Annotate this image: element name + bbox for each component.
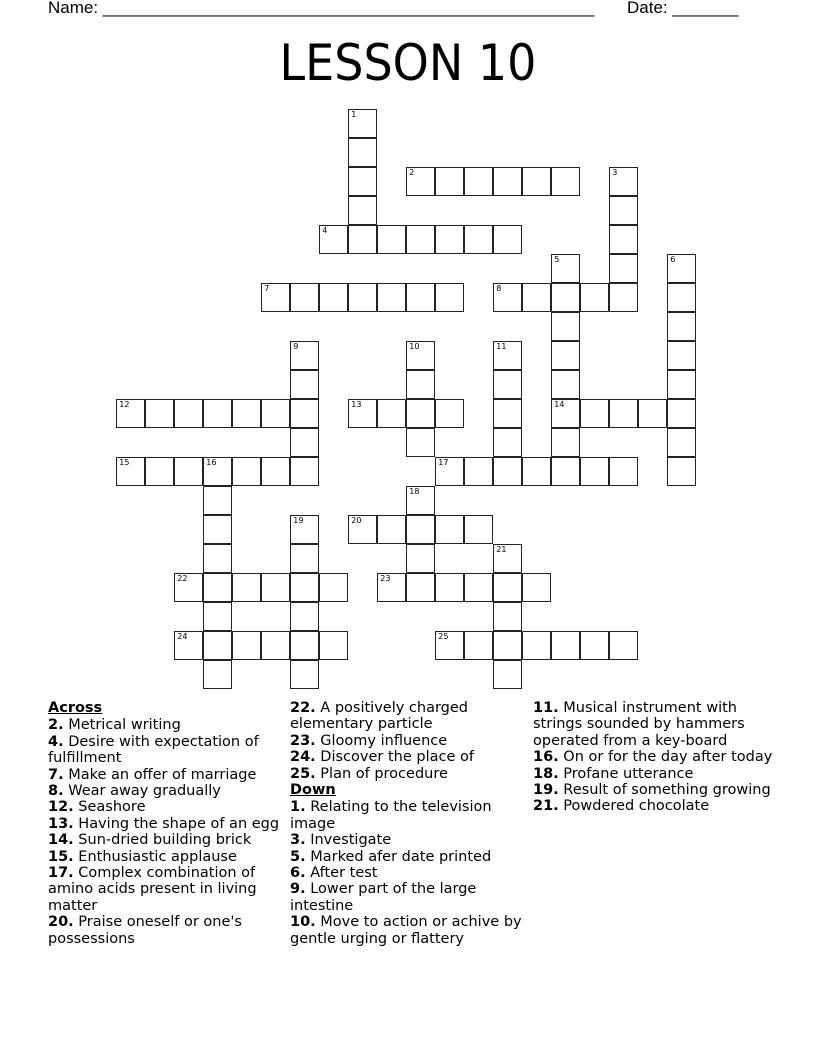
clue-text: Plan of procedure bbox=[320, 765, 448, 782]
crossword-cell[interactable] bbox=[348, 399, 377, 428]
crossword-cell[interactable] bbox=[203, 486, 232, 515]
crossword-cell[interactable] bbox=[406, 515, 435, 544]
clue-text: Make an offer of marriage bbox=[68, 766, 257, 783]
clue-text: On or for the day after today bbox=[563, 749, 773, 766]
crossword-cell[interactable] bbox=[261, 573, 290, 602]
crossword-cell[interactable] bbox=[551, 370, 580, 399]
clue-across-12 bbox=[48, 799, 283, 815]
crossword-cell[interactable] bbox=[551, 312, 580, 341]
clue-number: 16. bbox=[533, 749, 559, 766]
crossword-cell[interactable] bbox=[232, 631, 261, 660]
clue-text: Complex combination of amino acids present in living matter bbox=[48, 865, 257, 914]
clue-number: 5. bbox=[290, 848, 306, 865]
clue-number: 6. bbox=[290, 865, 306, 882]
crossword-cell[interactable] bbox=[145, 457, 174, 486]
crossword-cell[interactable] bbox=[522, 167, 551, 196]
crossword-cell[interactable] bbox=[174, 399, 203, 428]
crossword-cell[interactable] bbox=[435, 283, 464, 312]
cell-number: 6 bbox=[670, 255, 676, 265]
crossword-cell[interactable] bbox=[348, 515, 377, 544]
crossword-cell[interactable] bbox=[348, 167, 377, 196]
clue-across-23 bbox=[290, 733, 525, 749]
clues-column-3 bbox=[533, 700, 773, 815]
cell-number: 18 bbox=[409, 487, 420, 497]
crossword-cell[interactable] bbox=[406, 283, 435, 312]
crossword-cell[interactable] bbox=[609, 196, 638, 225]
crossword-cell[interactable] bbox=[493, 283, 522, 312]
crossword-cell[interactable] bbox=[290, 457, 319, 486]
crossword-cell[interactable] bbox=[174, 573, 203, 602]
crossword-cell[interactable] bbox=[667, 370, 696, 399]
clue-text: Result of something growing bbox=[563, 782, 771, 799]
crossword-cell[interactable] bbox=[493, 631, 522, 660]
crossword-cell[interactable] bbox=[348, 138, 377, 167]
crossword-cell[interactable] bbox=[667, 428, 696, 457]
crossword-cell[interactable] bbox=[406, 486, 435, 515]
crossword-cell[interactable] bbox=[522, 631, 551, 660]
crossword-cell[interactable] bbox=[667, 457, 696, 486]
crossword-cell[interactable] bbox=[493, 167, 522, 196]
crossword-cell[interactable] bbox=[522, 283, 551, 312]
clue-text: Seashore bbox=[78, 799, 146, 816]
clue-text: Having the shape of an egg bbox=[78, 815, 280, 832]
clues-column-1 bbox=[48, 700, 283, 947]
cell-number: 8 bbox=[496, 284, 502, 294]
crossword-cell[interactable] bbox=[261, 283, 290, 312]
crossword-cell[interactable] bbox=[348, 196, 377, 225]
crossword-cell[interactable] bbox=[290, 283, 319, 312]
crossword-cell[interactable] bbox=[551, 254, 580, 283]
crossword-cell[interactable] bbox=[348, 225, 377, 254]
page-title: LESSON 10 bbox=[279, 34, 537, 92]
crossword-cell[interactable] bbox=[667, 399, 696, 428]
crossword-cell[interactable] bbox=[435, 225, 464, 254]
crossword-cell[interactable] bbox=[464, 515, 493, 544]
clue-number: 12. bbox=[48, 799, 74, 816]
crossword-cell[interactable] bbox=[464, 457, 493, 486]
crossword-cell[interactable] bbox=[290, 428, 319, 457]
crossword-cell[interactable] bbox=[406, 573, 435, 602]
crossword-cell[interactable] bbox=[551, 283, 580, 312]
crossword-cell[interactable] bbox=[667, 341, 696, 370]
clue-text: Desire with expectation of fulfillment bbox=[48, 733, 259, 767]
crossword-cell[interactable] bbox=[261, 399, 290, 428]
clue-down-19 bbox=[533, 782, 773, 798]
clue-number: 18. bbox=[533, 765, 559, 782]
clue-text: Profane utterance bbox=[563, 765, 694, 782]
clue-number: 8. bbox=[48, 783, 64, 800]
crossword-cell[interactable] bbox=[319, 283, 348, 312]
clue-down-10 bbox=[290, 914, 525, 947]
clue-text: Move to action or achive by gentle urging or flattery bbox=[290, 914, 522, 947]
crossword-cell[interactable] bbox=[203, 602, 232, 631]
clue-number: 11. bbox=[533, 700, 559, 716]
crossword-cell[interactable] bbox=[406, 428, 435, 457]
clue-number: 2. bbox=[48, 717, 64, 734]
crossword-cell[interactable] bbox=[551, 457, 580, 486]
clue-number: 9. bbox=[290, 881, 306, 898]
clue-text: Relating to the television image bbox=[290, 799, 492, 832]
crossword-cell[interactable] bbox=[609, 457, 638, 486]
clue-down-9 bbox=[290, 881, 525, 914]
clue-number: 24. bbox=[290, 749, 316, 766]
cell-number: 17 bbox=[438, 458, 449, 468]
clue-number: 7. bbox=[48, 766, 64, 783]
crossword-cell[interactable] bbox=[551, 631, 580, 660]
crossword-cell[interactable] bbox=[464, 225, 493, 254]
clue-number: 22. bbox=[290, 700, 316, 716]
crossword-cell[interactable] bbox=[377, 515, 406, 544]
cell-number: 21 bbox=[496, 545, 507, 555]
crossword-cell[interactable] bbox=[609, 631, 638, 660]
crossword-cell[interactable] bbox=[319, 631, 348, 660]
clues-column-2 bbox=[290, 700, 525, 947]
cell-number: 7 bbox=[264, 284, 270, 294]
cell-number: 13 bbox=[351, 400, 362, 410]
crossword-cell[interactable] bbox=[203, 660, 232, 689]
cell-number: 25 bbox=[438, 632, 449, 642]
clue-number: 21. bbox=[533, 798, 559, 815]
crossword-cell[interactable] bbox=[522, 573, 551, 602]
crossword-cell[interactable] bbox=[290, 515, 319, 544]
clue-number: 17. bbox=[48, 865, 74, 882]
crossword-cell[interactable] bbox=[203, 515, 232, 544]
cell-number: 3 bbox=[612, 168, 618, 178]
crossword-cell[interactable] bbox=[145, 399, 174, 428]
clue-number: 15. bbox=[48, 848, 74, 865]
clue-text: Discover the place of bbox=[320, 749, 474, 766]
clue-across-20 bbox=[48, 914, 283, 947]
across-heading: Across bbox=[48, 700, 103, 716]
crossword-cell[interactable] bbox=[203, 457, 232, 486]
clue-number: 20. bbox=[48, 914, 74, 931]
crossword-cell[interactable] bbox=[493, 370, 522, 399]
cell-number: 20 bbox=[351, 516, 362, 526]
clue-text: Investigate bbox=[310, 832, 392, 849]
cell-number: 16 bbox=[206, 458, 217, 468]
clue-across-24 bbox=[290, 749, 525, 765]
clue-across-14 bbox=[48, 832, 283, 848]
clue-down-1 bbox=[290, 799, 525, 832]
cell-number: 23 bbox=[380, 574, 391, 584]
crossword-cell[interactable] bbox=[377, 573, 406, 602]
cell-number: 15 bbox=[119, 458, 130, 468]
crossword-cell[interactable] bbox=[580, 283, 609, 312]
clue-number: 25. bbox=[290, 765, 316, 782]
crossword-cell[interactable] bbox=[464, 167, 493, 196]
crossword-cell[interactable] bbox=[377, 225, 406, 254]
crossword-cell[interactable] bbox=[290, 370, 319, 399]
crossword-cell[interactable] bbox=[609, 283, 638, 312]
crossword-cell[interactable] bbox=[493, 544, 522, 573]
cell-number: 12 bbox=[119, 400, 130, 410]
cell-number: 14 bbox=[554, 400, 565, 410]
crossword-cell[interactable] bbox=[406, 225, 435, 254]
clue-text: Powdered chocolate bbox=[563, 798, 710, 815]
crossword-cell[interactable] bbox=[406, 341, 435, 370]
clue-number: 13. bbox=[48, 815, 74, 832]
clue-across-7 bbox=[48, 767, 283, 783]
clue-text: Sun-dried building brick bbox=[78, 832, 252, 849]
crossword-cell[interactable] bbox=[290, 341, 319, 370]
clue-across-2 bbox=[48, 717, 283, 733]
crossword-cell[interactable] bbox=[667, 254, 696, 283]
crossword-cell[interactable] bbox=[406, 544, 435, 573]
crossword-cell[interactable] bbox=[290, 660, 319, 689]
cell-number: 9 bbox=[293, 342, 299, 352]
crossword-cell[interactable] bbox=[435, 573, 464, 602]
crossword-cell[interactable] bbox=[493, 457, 522, 486]
cell-number: 24 bbox=[177, 632, 188, 642]
crossword-cell[interactable] bbox=[174, 631, 203, 660]
crossword-cell[interactable] bbox=[261, 631, 290, 660]
clue-number: 23. bbox=[290, 732, 316, 749]
crossword-cell[interactable] bbox=[203, 399, 232, 428]
crossword-cell[interactable] bbox=[522, 457, 551, 486]
clue-text: Metrical writing bbox=[68, 717, 181, 734]
clue-across-25 bbox=[290, 766, 525, 782]
crossword-cell[interactable] bbox=[203, 544, 232, 573]
crossword-cell[interactable] bbox=[609, 225, 638, 254]
clue-text: Gloomy influence bbox=[320, 732, 448, 749]
clue-down-5 bbox=[290, 849, 525, 865]
crossword-cell[interactable] bbox=[290, 544, 319, 573]
crossword-cell[interactable] bbox=[580, 457, 609, 486]
crossword-cell[interactable] bbox=[493, 660, 522, 689]
cell-number: 1 bbox=[351, 110, 357, 120]
crossword-cell[interactable] bbox=[377, 283, 406, 312]
crossword-cell[interactable] bbox=[203, 631, 232, 660]
crossword-cell[interactable] bbox=[290, 602, 319, 631]
clue-down-16 bbox=[533, 749, 773, 765]
crossword-cell[interactable] bbox=[232, 457, 261, 486]
crossword-cell[interactable] bbox=[551, 167, 580, 196]
crossword-cell[interactable] bbox=[377, 399, 406, 428]
cell-number: 5 bbox=[554, 255, 560, 265]
crossword-cell[interactable] bbox=[406, 370, 435, 399]
crossword-cell[interactable] bbox=[580, 399, 609, 428]
cell-number: 11 bbox=[496, 342, 507, 352]
clue-across-13 bbox=[48, 816, 283, 832]
crossword-cell[interactable] bbox=[116, 457, 145, 486]
crossword-cell[interactable] bbox=[493, 399, 522, 428]
clue-text: A positively charged elementary particle bbox=[290, 700, 469, 733]
cell-number: 2 bbox=[409, 168, 415, 178]
crossword-cell[interactable] bbox=[493, 602, 522, 631]
cell-number: 4 bbox=[322, 226, 328, 236]
crossword-cell[interactable] bbox=[609, 399, 638, 428]
crossword-cell[interactable] bbox=[406, 399, 435, 428]
clue-text: Musical instrument with strings sounded by hammers operated from a key-board bbox=[533, 700, 745, 749]
clue-down-21 bbox=[533, 798, 773, 814]
clue-text: Lower part of the large intestine bbox=[290, 881, 477, 914]
clue-across-22 bbox=[290, 700, 525, 733]
crossword-cell[interactable] bbox=[667, 312, 696, 341]
crossword-cell[interactable] bbox=[464, 573, 493, 602]
crossword-cell[interactable] bbox=[319, 225, 348, 254]
cell-number: 10 bbox=[409, 342, 420, 352]
crossword-cell[interactable] bbox=[551, 428, 580, 457]
crossword-cell[interactable] bbox=[174, 457, 203, 486]
crossword-cell[interactable] bbox=[232, 573, 261, 602]
clue-number: 4. bbox=[48, 733, 64, 750]
crossword-cell[interactable] bbox=[551, 399, 580, 428]
clue-down-11 bbox=[533, 700, 773, 749]
clue-across-15 bbox=[48, 849, 283, 865]
crossword-cell[interactable] bbox=[609, 254, 638, 283]
crossword-cell[interactable] bbox=[435, 457, 464, 486]
crossword-cell[interactable] bbox=[667, 283, 696, 312]
cell-number: 19 bbox=[293, 516, 304, 526]
name-field-label: Name: ____________________________________________________ bbox=[48, 0, 595, 17]
crossword-cell[interactable] bbox=[435, 515, 464, 544]
crossword-cell[interactable] bbox=[638, 399, 667, 428]
crossword-cell[interactable] bbox=[116, 399, 145, 428]
crossword-cell[interactable] bbox=[435, 399, 464, 428]
clue-number: 19. bbox=[533, 782, 559, 799]
crossword-cell[interactable] bbox=[551, 341, 580, 370]
clue-across-17 bbox=[48, 865, 283, 914]
clue-text: Enthusiastic applause bbox=[78, 848, 237, 865]
clue-number: 14. bbox=[48, 832, 74, 849]
crossword-cell[interactable] bbox=[609, 167, 638, 196]
crossword-cell[interactable] bbox=[493, 341, 522, 370]
clue-down-18 bbox=[533, 766, 773, 782]
clue-number: 3. bbox=[290, 832, 306, 849]
crossword-cell[interactable] bbox=[319, 573, 348, 602]
clue-text: Wear away gradually bbox=[68, 783, 221, 800]
date-field-label: Date: _______ bbox=[627, 0, 739, 17]
crossword-cell[interactable] bbox=[261, 457, 290, 486]
crossword-cell[interactable] bbox=[493, 225, 522, 254]
clue-number: 1. bbox=[290, 799, 306, 816]
clue-across-8 bbox=[48, 783, 283, 799]
crossword-cell[interactable] bbox=[348, 109, 377, 138]
clue-text: After test bbox=[310, 865, 378, 882]
clue-down-6 bbox=[290, 865, 525, 881]
crossword-cell[interactable] bbox=[232, 399, 261, 428]
crossword-cell[interactable] bbox=[493, 573, 522, 602]
crossword-cell[interactable] bbox=[348, 283, 377, 312]
clue-text: Marked afer date printed bbox=[310, 848, 492, 865]
clue-number: 10. bbox=[290, 914, 316, 931]
crossword-cell[interactable] bbox=[493, 428, 522, 457]
clue-down-3 bbox=[290, 832, 525, 848]
clue-across-4 bbox=[48, 734, 283, 767]
crossword-cell[interactable] bbox=[290, 631, 319, 660]
crossword-cell[interactable] bbox=[580, 631, 609, 660]
crossword-cell[interactable] bbox=[435, 631, 464, 660]
cell-number: 22 bbox=[177, 574, 188, 584]
crossword-cell[interactable] bbox=[406, 167, 435, 196]
down-heading: Down bbox=[290, 782, 336, 799]
clue-text: Praise oneself or one's possessions bbox=[48, 914, 242, 947]
crossword-cell[interactable] bbox=[290, 573, 319, 602]
crossword-cell[interactable] bbox=[464, 631, 493, 660]
crossword-cell[interactable] bbox=[203, 573, 232, 602]
crossword-cell[interactable] bbox=[290, 399, 319, 428]
crossword-cell[interactable] bbox=[435, 167, 464, 196]
